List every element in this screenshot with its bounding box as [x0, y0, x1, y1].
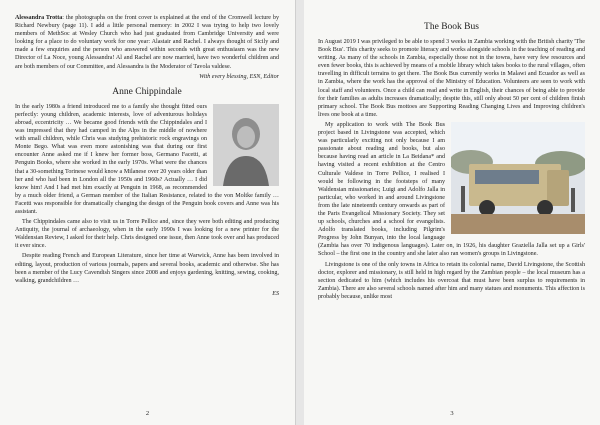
anne-chippindale-para-2: The Chippindales came also to visit us in Torre Pellice and, since they were both editing and producing Antiquity, the journal of archaeology, when in the early 1990s I was looking for a new printer for the Waldensian Review, I asked for their help. Chris designed one issue, then Anne took over and has produced it ever since.: [15, 219, 279, 250]
anne-chippindale-para-1: In the early 1980s a friend introduced me to a family she thought fitted ours perfectly: young children, academic interests, love of adventurous holidays abroad, eccentricity … We became good friends with the Chippindales and I was impressed that they had camped in the Alps in the middle of nowhere with small children, while Chris was studying prehistoric rock engravings on Monte Bego. What was even more astonishing was that during our first encounter Anne asked me if I knew her former boss, Germano Facetti, at Penguin Books, where she worked in the early 1970s. What were the chances that a 30-something Torinese would know a Milanese over 20 years older than her and who had been in London all the 1950s and 1960s? Actually … I did know him! And I had met him exactly at Penguin in 1968, as recommended by a much older friend, a German member of the Italian Resistance, related to the von Moltke family … Facetti was responsible for dramatically changing the design of the Penguin book covers and Anne was his assistant.: [15, 103, 279, 215]
book-bus-para-2: My application to work with The Book Bus project based in Livingstone was accepted, which was particularly exciting not only because I am passionate about reading and books, but also because having read an article in La Beidana* and having visited a recent exhibition at the Centro Culturale Valdese in Torre Pellice, I realised I would be following in the footsteps of many Waldensian missionaries; Luigi and Adolfo Jalla in particular, who worked in and around Livingstone from the late nineteenth century onwards as part of the Paris Evangelical Missionary Society. They set up schools, churches and a school for evangelists. Adolfo translated books, including Pilgrim's Progress by John Bunyan, into the local language (Zambia has over 70 indigenous languages). Later on, in 1926, his daughter Graziella Jalla set up a Girls' School – the first one in the country and she later also ran women's groups in Livingstone.: [318, 121, 585, 258]
book-bus-para-3: Livingstone is one of the only towns in Africa to retain its colonial name, David Livingstone, the Scottish doctor, explorer and missionary, is still held in high regard by the Zambian people – the local museum has a section dedicated to him (which includes his overcoat that must have been surplus to requirements in Zambia). There are also several schools named after him and many statues and monuments. This affection is probably because, unlike most: [318, 261, 585, 300]
editor-note-text: : the photographs on the front cover is explained at the end of the Cromwell lecture by Richard Newbury (page 11). I add a little personal memory: in 2002 I was trying to help two lovely members of MethSoc at Wesley Church who had just graduated from Cambridge University and were looking for a place to do voluntary work for one year: Alastair and Rachel. I always thought of Sicily and made a few enquiries and the person who answered within seconds with great enthusiasm was the new Director of La Noce, young Alessandra! Al and Rachel are now married, have two wonderful children and are both members of our Committee, and Alessandra is the Moderator of Tavola valdese.: [15, 15, 279, 70]
anne-chippindale-photo: [213, 104, 279, 186]
page-number-right: 3: [450, 410, 454, 417]
book-bus-para-1: In August 2019 I was privileged to be able to spend 3 weeks in Zambia working with the British charity 'The Book Bus'. This charity seeks to promote literacy and works alongside schools in the teaching of reading and writing. As many of the schools in Zambia, especially those not in the towns, have very few resources and even fewer books, this is achieved by means of a mobile library which takes books to the rural villages, often travelling in difficult terrains to get there. The Book Bus currently works in Malawi and Ecuador as well as in Zambia, where the work has the approval of the Ministry of Education. Volunteers are seen to work with local staff and volunteers. Once a child can read and write in English, their chances of being able to provide for their families as adults increases dramatically; despite this, still only about 50 per cent of children finish primary school. The Book Bus mottoes are Supporting Reading Changing Lives and Improving children's lives one book at a time.: [318, 39, 585, 118]
left-page: [0, 0, 296, 425]
anne-chippindale-heading: Anne Chippindale: [112, 86, 182, 97]
book-bus-heading: The Book Bus: [424, 22, 479, 32]
article-signoff: ES: [272, 290, 279, 297]
page-number-left: 2: [145, 410, 150, 417]
editor-signoff: With every blessing, ESN, Editor: [199, 73, 279, 80]
anne-chippindale-para-3: Despite reading French and European Literature, since her time at Warwick, Anne has been involved in editing, layout, production of various journals, papers and several books, academic and otherwise. She has been a member of the Lucy Cavendish Singers since 2008 and enjoys gardening, knitting, sewing, cooking, walking, grandchildren …: [15, 253, 279, 284]
editor-note: Alessandra Trotta: the photographs on the front cover is explained at the end of the Cromwell lecture by Richard Newbury (page 11). I add a little personal memory: in 2002 I was trying to help two lovely members of MethSoc at Wesley Church who had just graduated from Cambridge University and were looking for a place to do voluntary work for one year: Alastair and Rachel. I always thought of Sicily and made a few enquiries and the person who answered within seconds with great enthusiasm was the new Director of La Noce, young Alessandra! Al and Rachel are now married, have two wonderful children and are both members of our Committee, and Alessandra is the Moderator of Tavola valdese.: [15, 15, 279, 70]
right-page: [304, 0, 600, 425]
book-bus-photo: [451, 122, 585, 234]
